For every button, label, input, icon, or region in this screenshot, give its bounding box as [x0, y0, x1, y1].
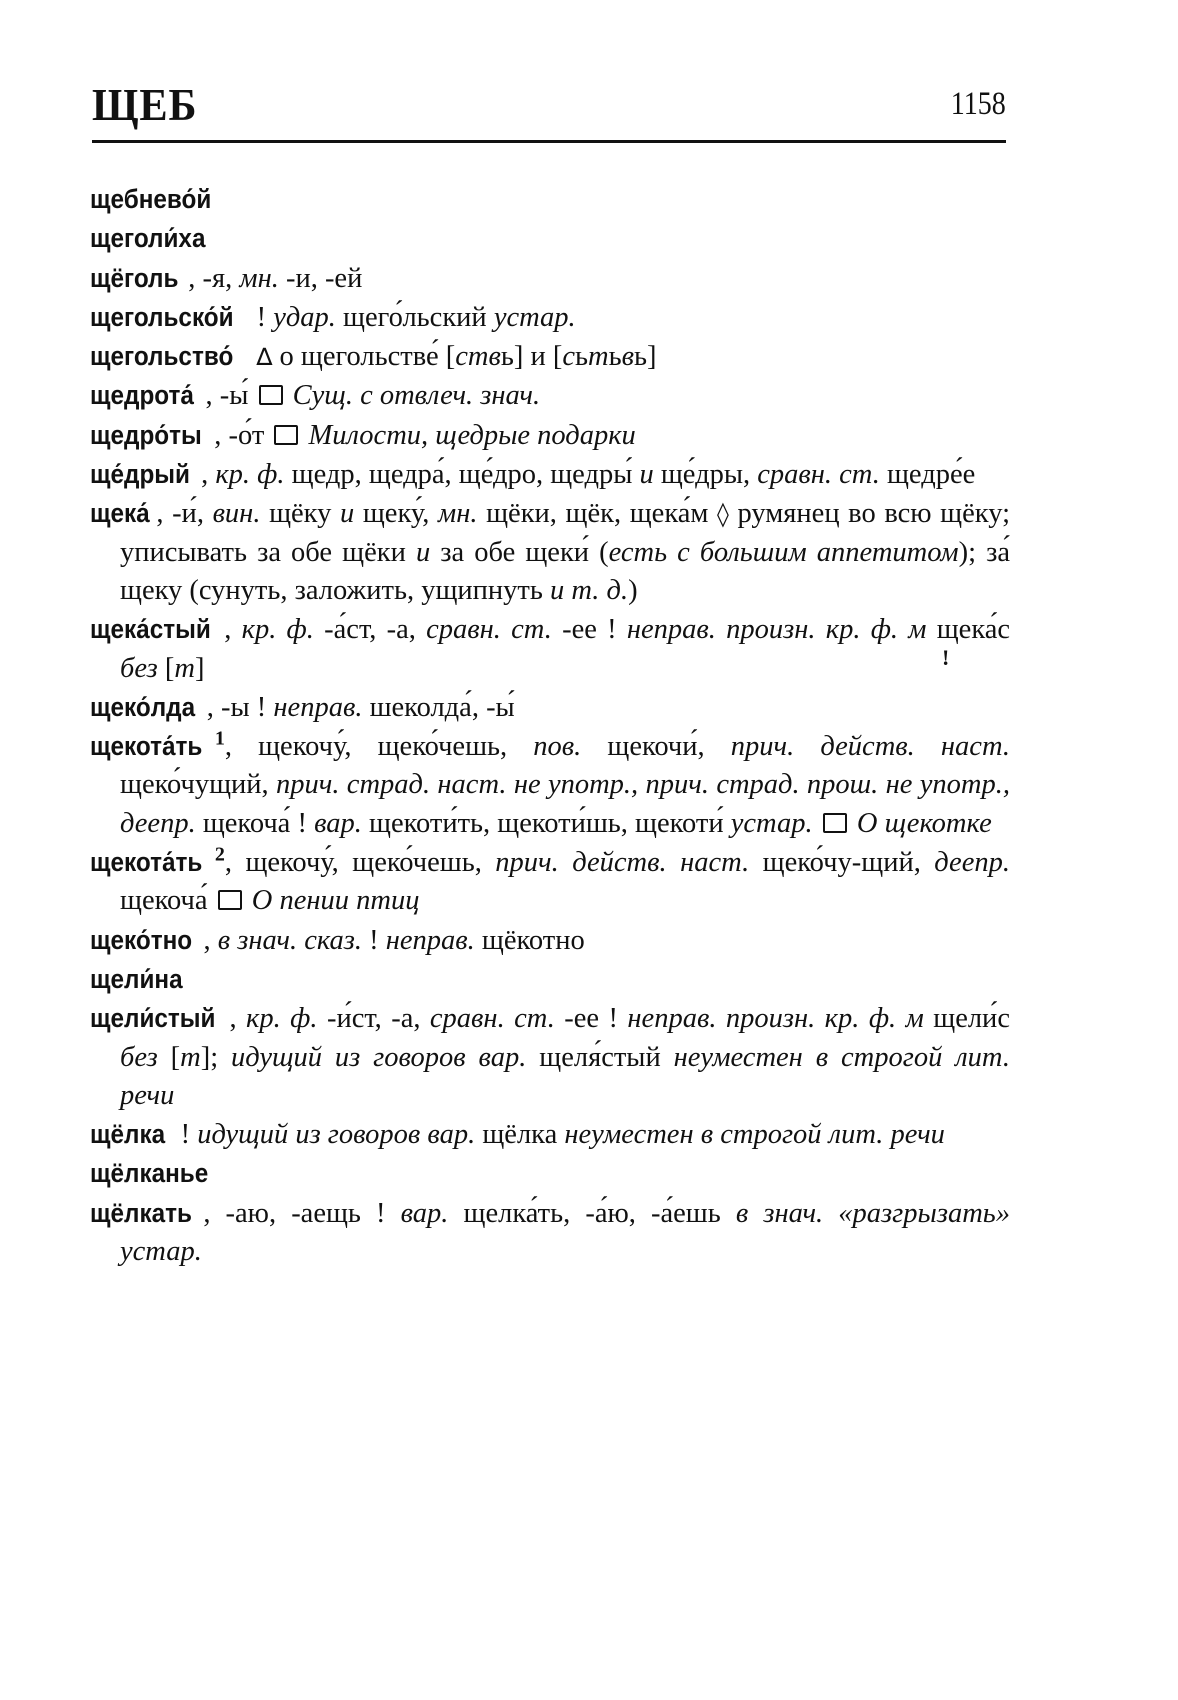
- dictionary-entry: [90, 688, 1010, 727]
- dictionary-entry: [90, 999, 1010, 1115]
- entry-text: щедре́е: [879, 459, 976, 491]
- italic-note: кр. ф.: [246, 1003, 318, 1035]
- entry-text: , щекочу́, щеко́чешь,: [224, 847, 496, 879]
- entry-text: , -ы !: [206, 691, 274, 723]
- entry-text: -и́ст, -а,: [317, 1003, 430, 1035]
- italic-note: пов.: [533, 731, 582, 763]
- entry-text: -а́ст, -а,: [313, 614, 427, 646]
- entry-text: щекоча́: [120, 885, 215, 917]
- italic-note: неправ. произн. кр. ф. м: [627, 1003, 924, 1035]
- headword: щёлка: [90, 1119, 166, 1150]
- italic-note: в знач. сказ.: [217, 924, 362, 956]
- entry-text: щеко́чу-щий,: [749, 847, 935, 879]
- italic-note: «разгрызать» устар.: [120, 1197, 1011, 1268]
- italic-note: без: [120, 1041, 158, 1073]
- entry-text: ); за́ щеку (сунуть, заложить, ущипнуть: [120, 536, 1011, 606]
- italic-note: неуместен в строгой лит. речи: [564, 1119, 945, 1151]
- italic-note: и: [415, 536, 431, 568]
- italic-note: мн.: [438, 498, 478, 530]
- italic-note: и: [639, 459, 654, 491]
- entry-text: ь]: [633, 341, 657, 373]
- entry-text: ,: [201, 459, 216, 491]
- italic-note: кр. ф.: [215, 459, 285, 491]
- header-rule: [92, 140, 1006, 143]
- entry-text: , -я,: [188, 262, 240, 294]
- italic-note: сравн. ст.: [757, 459, 880, 491]
- italic-note: О пении птиц: [251, 885, 420, 917]
- entry-text: ,: [203, 924, 218, 956]
- entry-text: щекоча́ !: [195, 807, 315, 839]
- dictionary-entry: [90, 376, 1010, 415]
- italic-note: прич. действ. наст.: [495, 847, 750, 879]
- entry-text: !: [249, 301, 274, 333]
- entry-text: щеку́,: [354, 498, 439, 530]
- headword: щели́на: [90, 963, 183, 994]
- dictionary-entry: [90, 1154, 1010, 1193]
- dictionary-entries: [90, 180, 1010, 1271]
- headword: щекота́ть: [90, 847, 203, 878]
- entry-text: щекоти́ть, щекоти́шь, щекоти́: [361, 807, 731, 839]
- entry-text: щего́льский: [335, 301, 494, 333]
- dictionary-entry: [90, 494, 1010, 610]
- entry-text: [245, 885, 252, 916]
- italic-note: прич. действ. наст.: [730, 731, 1011, 763]
- homonym-index: 1: [214, 727, 225, 750]
- italic-note: Сущ. с отвлеч. знач.: [292, 380, 541, 412]
- italic-note: сравн. ст.: [426, 614, 552, 646]
- entry-text: о щегольстве́ [: [272, 341, 456, 373]
- entry-text: щели́с: [923, 1003, 1010, 1035]
- entry-text: шеколда́, -ы́: [362, 691, 515, 723]
- entry-text: щёкотно: [474, 924, 585, 956]
- headword: щели́стый: [90, 1003, 216, 1034]
- headword: щебнево́й: [90, 184, 212, 214]
- headword: щека́: [90, 498, 150, 529]
- entry-text: щеко́чущий,: [120, 769, 276, 801]
- entry-text: [823, 1198, 838, 1229]
- entry-text: щекочи́,: [581, 731, 731, 763]
- entry-text: ): [628, 574, 638, 606]
- entry-text: щёку: [260, 498, 340, 530]
- dictionary-entry: [90, 610, 1010, 688]
- entry-text: , -аю, -аещь !: [203, 1197, 401, 1229]
- dictionary-entry: [90, 219, 1010, 258]
- entry-text: [286, 380, 293, 411]
- italic-note: устар.: [730, 807, 813, 839]
- headword: щедро́ты: [90, 419, 202, 450]
- italic-note: т: [588, 341, 609, 373]
- dictionary-entry: [90, 843, 1010, 921]
- italic-note: прич. страд. наст. не употр., прич. страд. прош. не употр., деепр.: [120, 769, 1010, 839]
- entry-text: ь] и [: [500, 341, 563, 373]
- stray-mark: !: [942, 645, 950, 670]
- italic-note: неправ.: [273, 691, 363, 723]
- dictionary-entry: [90, 416, 1010, 455]
- entry-text: -ее !: [554, 1003, 628, 1035]
- entry-text: , -о́т: [214, 419, 272, 451]
- headword: щегольство́: [90, 341, 234, 372]
- dictionary-entry: [90, 960, 1010, 999]
- entry-text: румянец во всю щёку; уписывать за обе щёки: [120, 498, 1010, 568]
- italic-note: в: [621, 341, 634, 373]
- entry-text: ь: [575, 341, 589, 373]
- italic-note: удар.: [273, 301, 336, 333]
- entry-text: [850, 808, 857, 839]
- italic-note: деепр.: [934, 847, 1010, 879]
- italic-note: неуместен в строгой лит. речи: [120, 1041, 1010, 1111]
- headword: щёлканье: [90, 1158, 209, 1189]
- italic-note: Милости, щедрые подарки: [308, 419, 636, 451]
- italic-note: вар.: [314, 807, 362, 839]
- entry-text: !: [173, 1119, 198, 1151]
- italic-note: вар.: [400, 1197, 449, 1229]
- entry-text: -ее !: [551, 614, 627, 646]
- diamond-icon: ◊: [717, 500, 729, 529]
- headword: щеко́тно: [90, 924, 193, 955]
- italic-note: устар.: [493, 301, 576, 333]
- italic-note: вин.: [212, 498, 261, 530]
- entry-text: щеля́стый: [526, 1041, 674, 1073]
- dictionary-entry: [90, 921, 1010, 960]
- italic-note: неправ. произн. кр. ф. м: [626, 614, 927, 646]
- italic-note: т: [180, 1041, 201, 1073]
- italic-note: с: [562, 341, 576, 373]
- italic-note: ств: [455, 341, 501, 373]
- box-icon: [218, 890, 242, 910]
- entry-text: щёлка: [475, 1119, 565, 1151]
- entry-text: ,: [229, 1003, 247, 1035]
- italic-note: в знач.: [735, 1197, 824, 1229]
- entry-text: щелка́ть, -а́ю, -а́ешь: [448, 1197, 736, 1229]
- entry-text: ,: [224, 614, 242, 646]
- dictionary-entry: [90, 727, 1010, 843]
- entry-text: щека́с: [926, 614, 1011, 646]
- triangle-icon: ∆: [256, 343, 273, 372]
- italic-note: есть с большим аппетитом: [608, 536, 959, 568]
- entry-text: , -ы́: [205, 380, 256, 412]
- entry-text: щедр, щедра́, ще́дро, щедры́: [284, 459, 640, 491]
- headword: щедрота́: [90, 380, 194, 411]
- page-number: 1158: [950, 86, 1006, 122]
- italic-note: без: [120, 652, 158, 684]
- italic-note: кр. ф.: [241, 614, 314, 646]
- italic-note: т: [174, 652, 195, 684]
- italic-note: и т. д.: [549, 574, 629, 606]
- dictionary-entry: [90, 455, 1010, 494]
- headword: щеко́лда: [90, 691, 196, 722]
- dictionary-entry: [90, 180, 1010, 219]
- dictionary-entry: [90, 298, 1010, 337]
- entry-text: !: [361, 924, 386, 956]
- dictionary-entry: [90, 1194, 1010, 1272]
- dictionary-entry: [90, 337, 1010, 376]
- running-head: ЩЕБ: [92, 79, 198, 130]
- box-icon: [274, 425, 298, 445]
- entry-text: ]: [194, 652, 205, 684]
- entry-text: щёки, щёк, щека́м: [477, 498, 718, 530]
- italic-note: идущий из говоров вар.: [197, 1119, 476, 1151]
- italic-note: и: [339, 498, 355, 530]
- entry-text: [301, 420, 308, 451]
- italic-note: идущий из говоров вар.: [231, 1041, 527, 1073]
- homonym-index: 2: [214, 843, 225, 866]
- italic-note: неправ.: [385, 924, 475, 956]
- entry-text: ];: [200, 1041, 232, 1073]
- entry-text: ще́дры,: [653, 459, 758, 491]
- entry-text: [813, 808, 820, 839]
- italic-note: мн.: [239, 262, 279, 294]
- entry-text: , -и́,: [156, 498, 213, 530]
- entry-text: , щекочу́, щеко́чешь,: [224, 731, 534, 763]
- box-icon: [823, 813, 847, 833]
- dictionary-entry: [90, 1115, 1010, 1154]
- headword: щеголи́ха: [90, 223, 206, 254]
- entry-text: -и, -ей: [278, 262, 363, 294]
- italic-note: О щекотке: [856, 807, 992, 839]
- dictionary-entry: [90, 259, 1010, 298]
- entry-text: [: [157, 1041, 181, 1073]
- italic-note: сравн. ст.: [429, 1003, 555, 1035]
- box-icon: [259, 385, 283, 405]
- entry-text: [: [157, 652, 175, 684]
- headword: щёголь: [90, 262, 179, 293]
- headword: ще́дрый: [90, 459, 190, 490]
- headword: щёлкать: [90, 1197, 192, 1228]
- entry-text: за обе щеки́ (: [430, 536, 609, 568]
- headword: щека́стый: [90, 614, 211, 645]
- page-header: [92, 78, 1006, 134]
- headword: щекота́ть: [90, 731, 203, 762]
- entry-text: ь: [608, 341, 622, 373]
- headword: щегольско́й: [90, 301, 234, 332]
